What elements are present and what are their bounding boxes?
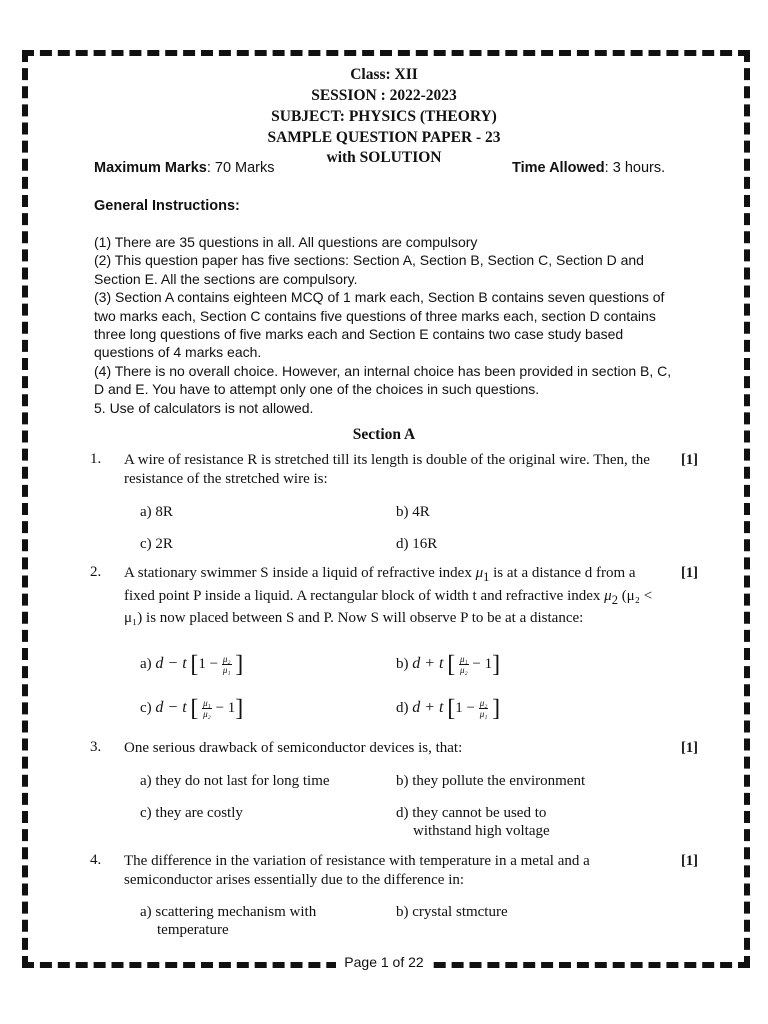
question-number: 2. — [90, 564, 102, 580]
session-heading: SESSION : 2022-2023 — [311, 87, 457, 104]
question-text: A stationary swimmer S inside a liquid of refractive index $\mu_1$ is at a distance d from a fixed point P inside a liquid. A rectangular block of width t and refractive index $\mu_2$ (μ₂ < μ₁) is now placed between S and P. Now S will observe P to be at a distance: — [124, 565, 653, 626]
option-a-continued: temperature — [157, 922, 229, 938]
option-c: c) d − t [ $\frac{\text{μ₁}}{\text{μ₂}}$ − 1] — [140, 695, 244, 722]
option-b: b) d + t [ $\frac{\text{μ₁}}{\text{μ₂}}$ − 1] — [396, 651, 501, 678]
time-allowed: Time Allowed: 3 hours. — [512, 160, 666, 176]
page-border — [22, 50, 750, 968]
page-number: Page 1 of 22 — [0, 954, 768, 970]
option-a: a) 8R — [140, 504, 173, 520]
question-marks: [1] — [681, 452, 698, 468]
general-instructions-list — [94, 233, 674, 417]
option-b: b) 4R — [396, 504, 430, 520]
question-marks: [1] — [681, 740, 698, 756]
question-marks: [1] — [681, 565, 698, 581]
instruction-item: (3) Section A contains eighteen MCQ of 1 mark each, Section B contains seven questions of two marks each, Section C contains five questions of three marks each, section D contains three long questions of five marks each and Section E contains two case study based questions of 4 marks each. — [94, 289, 665, 361]
question-text: The difference in the variation of resistance with temperature in a metal and a semiconductor arises essentially due to the difference in: — [124, 853, 590, 888]
question-number: 1. — [90, 451, 102, 467]
paper-heading: SAMPLE QUESTION PAPER - 23 — [267, 129, 501, 146]
option-a: a) d − t [1 − $\frac{\text{μ₂}}{\text{μ₁}}$ ] — [140, 651, 244, 678]
question-text: A wire of resistance R is stretched till its length is double of the original wire. Then, the resistance of the stretched wire is: — [124, 452, 650, 487]
instruction-item: (1) There are 35 questions in all. All questions are compulsory — [94, 234, 478, 250]
instruction-item: (4) There is no overall choice. However, an internal choice has been provided in section B, C, D and E. You have to attempt only one of the choices in such questions. — [94, 362, 672, 398]
general-instructions-title: General Instructions: — [94, 198, 240, 214]
class-heading: Class: XII — [350, 66, 418, 83]
option-a: a) they do not last for long time — [140, 773, 330, 789]
instruction-item: (2) This question paper has five sections: Section A, Section B, Section C, Section D and Section E. All the sections are compulsory. — [94, 252, 644, 287]
option-c: c) they are costly — [140, 805, 243, 821]
option-a: a) scattering mechanism with — [140, 904, 317, 920]
question-number: 3. — [90, 739, 102, 755]
option-b: b) crystal stmcture — [396, 904, 508, 920]
option-c: c) 2R — [140, 536, 173, 552]
question-marks: [1] — [681, 853, 698, 869]
question-text: One serious drawback of semiconductor devices is, that: — [124, 740, 463, 756]
subject-heading: SUBJECT: PHYSICS (THEORY) — [271, 108, 497, 125]
option-d: d) 16R — [396, 536, 438, 552]
section-title: Section A — [352, 426, 416, 443]
option-d-continued: withstand high voltage — [413, 823, 550, 839]
option-b: b) they pollute the environment — [396, 773, 586, 789]
solution-heading: with SOLUTION — [326, 149, 442, 166]
instruction-item: 5. Use of calculators is not allowed. — [94, 399, 314, 416]
question-number: 4. — [90, 852, 102, 868]
maximum-marks: Maximum Marks: 70 Marks — [94, 160, 275, 176]
option-d: d) d + t [1 − $\frac{\text{μ₂}}{\text{μ₁}}$ ] — [396, 695, 501, 722]
option-d: d) they cannot be used to — [396, 805, 547, 821]
